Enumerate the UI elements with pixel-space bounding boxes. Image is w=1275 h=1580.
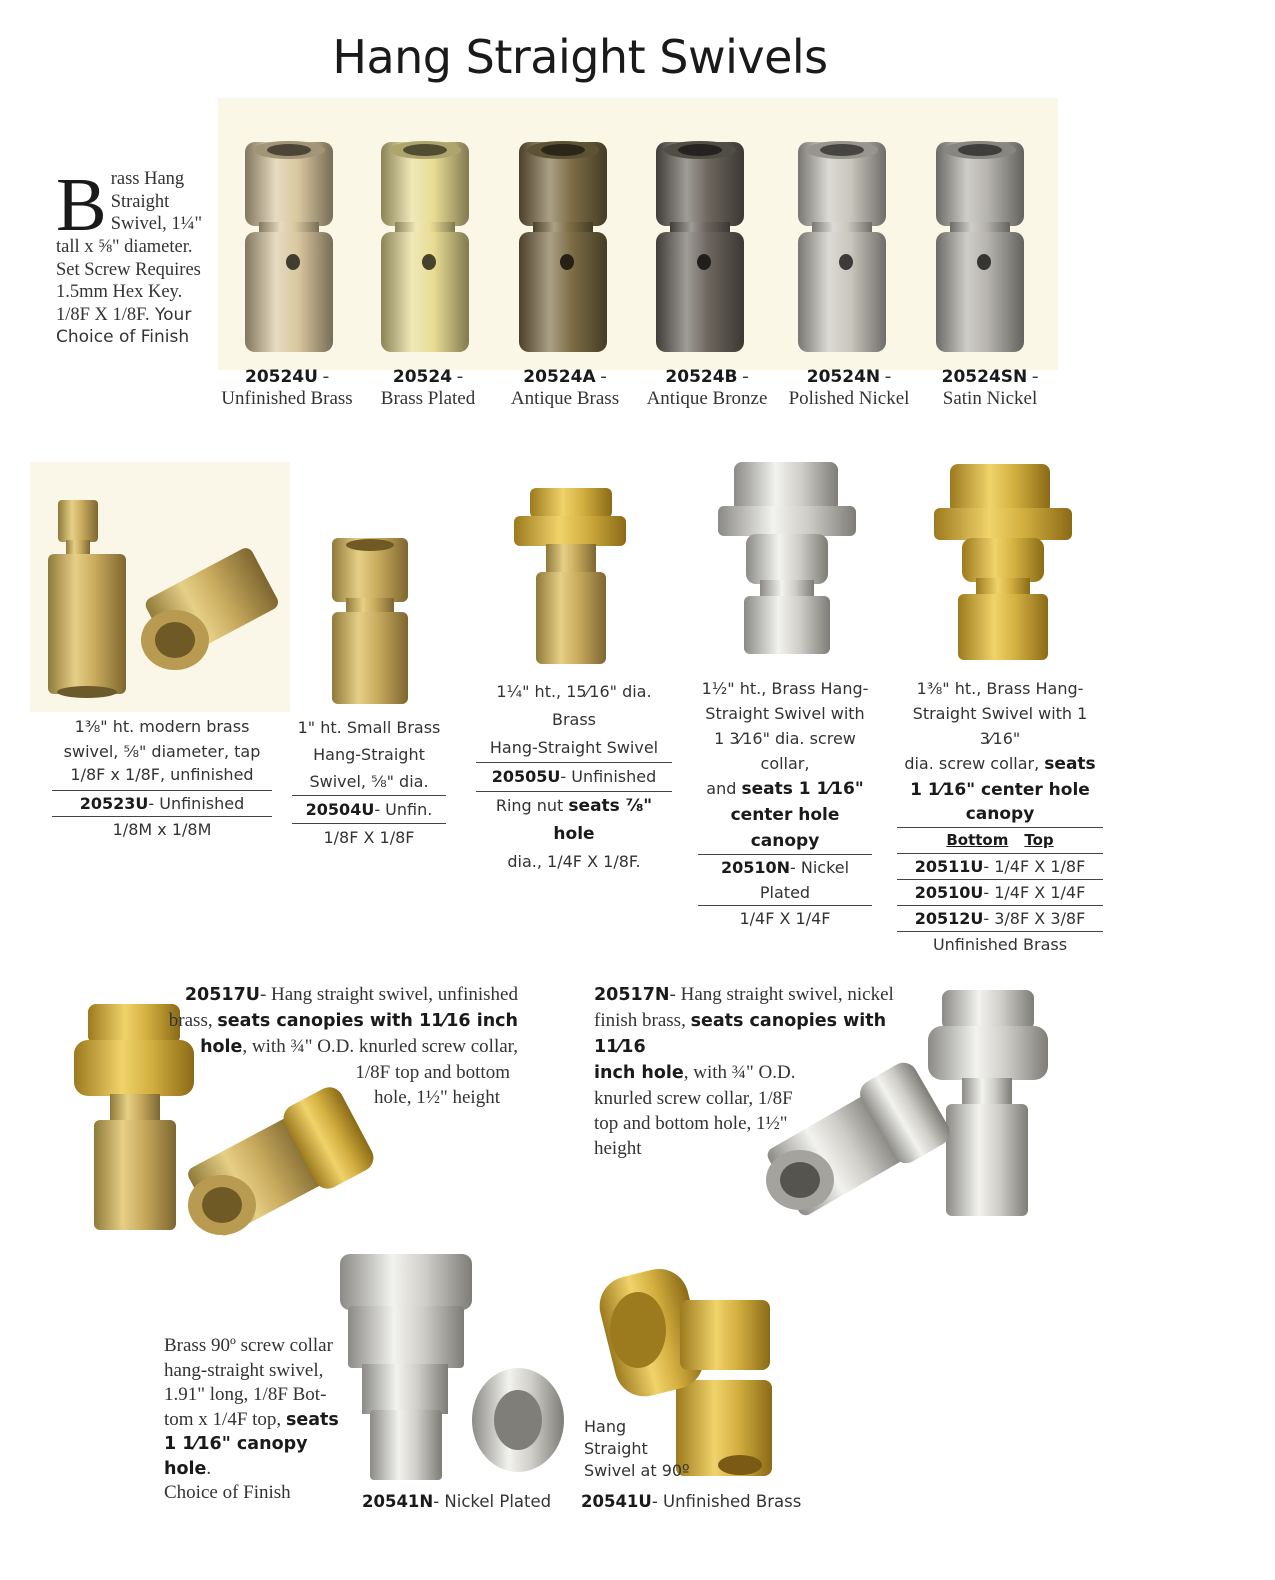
finish-swivel-20524U bbox=[245, 141, 333, 352]
swivel-image bbox=[950, 464, 1050, 514]
intro-line: Swivel, 1¼" bbox=[110, 214, 203, 234]
finish-caption: 20524U - Unfinished Brass bbox=[221, 366, 353, 409]
finish-caption: 20524A - Antique Brass bbox=[510, 366, 620, 409]
swivel-image bbox=[340, 1254, 472, 1310]
intro-line: tall x ⅝" diameter. bbox=[56, 237, 193, 257]
side-label-90: Hang Straight Swivel at 90º bbox=[584, 1417, 690, 1480]
table-row: 20510U- 1/4F X 1/4F bbox=[897, 879, 1103, 905]
intro-line: rass Hang bbox=[110, 169, 185, 189]
table-row: 20511U- 1/4F X 1/8F bbox=[897, 853, 1103, 879]
swivel-image bbox=[734, 462, 838, 512]
caption-2051x: 1⅜" ht., Brass Hang- Straight Swivel with 1 3⁄16" dia. screw collar, seats 1 1⁄16" center hole canopy Bottom Top 20511U- 1/4F X 1/8F 20510U- 1/4F X 1/4F 20512U- 3/8F X 3/8F Unfinished Brass bbox=[897, 676, 1103, 957]
finish-caption: 20524N - Polished Nickel bbox=[788, 366, 910, 409]
column-header-bottom: Bottom bbox=[946, 831, 1009, 849]
caption-20504: 1" ht. Small Brass Hang-Straight Swivel, ⅝" dia. 20504U- Unfin. 1/8F X 1/8F bbox=[292, 714, 446, 851]
intro-tail: Your Choice of Finish bbox=[56, 304, 192, 347]
caption-20523: 1⅜" ht. modern brass swivel, ⅝" diameter, tap 1/8F x 1/8F, unfinished 20523U- Unfinished 1/8M x 1/8M bbox=[52, 714, 272, 842]
intro-line: Set Screw Requires bbox=[56, 259, 201, 280]
finish-swivel-20524N bbox=[798, 141, 886, 352]
finish-caption: 20524B - Antique Bronze bbox=[646, 366, 768, 409]
finish-swivel-images bbox=[0, 0, 1275, 420]
description-20517u: 20517U- Hang straight swivel, unfinished brass, seats canopies with 11⁄16 inch hole, with ¾" O.D. knurled screw collar, 1/8F top and bottom hole, 1½" height bbox=[168, 984, 518, 1108]
swivel-image bbox=[530, 488, 612, 518]
finish-swivel-20524SN bbox=[936, 141, 1024, 352]
caption-20510n: 1½" ht., Brass Hang- Straight Swivel with 1 3⁄16" dia. screw collar, and seats 1 1⁄16" center hole canopy 20510N- Nickel Plated 1/4F X 1/4F bbox=[698, 676, 872, 931]
table-row: 20512U- 3/8F X 3/8F bbox=[897, 905, 1103, 931]
drop-cap: B bbox=[56, 163, 107, 247]
intro-line: 1.5mm Hex Key. bbox=[56, 282, 183, 302]
finish-caption: 20524 - Brass Plated bbox=[380, 366, 476, 409]
caption-20541u: 20541U- Unfinished Brass bbox=[581, 1492, 802, 1511]
description-20517n: 20517N- Hang straight swivel, nickel finish brass, seats canopies with 11⁄16 inch hole, with ¾" O.D. knurled screw collar, 1/8F top and bottom hole, 1½" height bbox=[594, 984, 894, 1159]
caption-20541n: 20541N- Nickel Plated bbox=[362, 1492, 552, 1511]
finish-swivel-20524 bbox=[381, 141, 469, 352]
page-title: Hang Straight Swivels bbox=[332, 30, 828, 84]
finish-caption: 20524SN - Satin Nickel bbox=[941, 366, 1039, 409]
product-images-middle bbox=[0, 440, 1275, 700]
caption-20505: 1¼" ht., 15⁄16" dia. Brass Hang-Straight Swivel 20505U- Unfinished Ring nut seats ⅞" hole dia., 1/4F X 1/8F. bbox=[476, 678, 672, 876]
finish-swivel-20524A bbox=[519, 141, 607, 352]
swivel-image bbox=[58, 500, 98, 542]
finish-swivel-20524B bbox=[656, 141, 744, 352]
intro-line: 1/8F X 1/8F. bbox=[56, 304, 150, 325]
swivel-image bbox=[942, 990, 1034, 1030]
intro-line: Straight bbox=[110, 191, 170, 212]
description-20541: Brass 90º screw collar hang-straight swivel, 1.91" long, 1/8F Bot- tom x 1/4F top, seats 1 1⁄16" canopy hole. Choice of Finish bbox=[164, 1335, 339, 1503]
column-header-top: Top bbox=[1024, 831, 1054, 849]
